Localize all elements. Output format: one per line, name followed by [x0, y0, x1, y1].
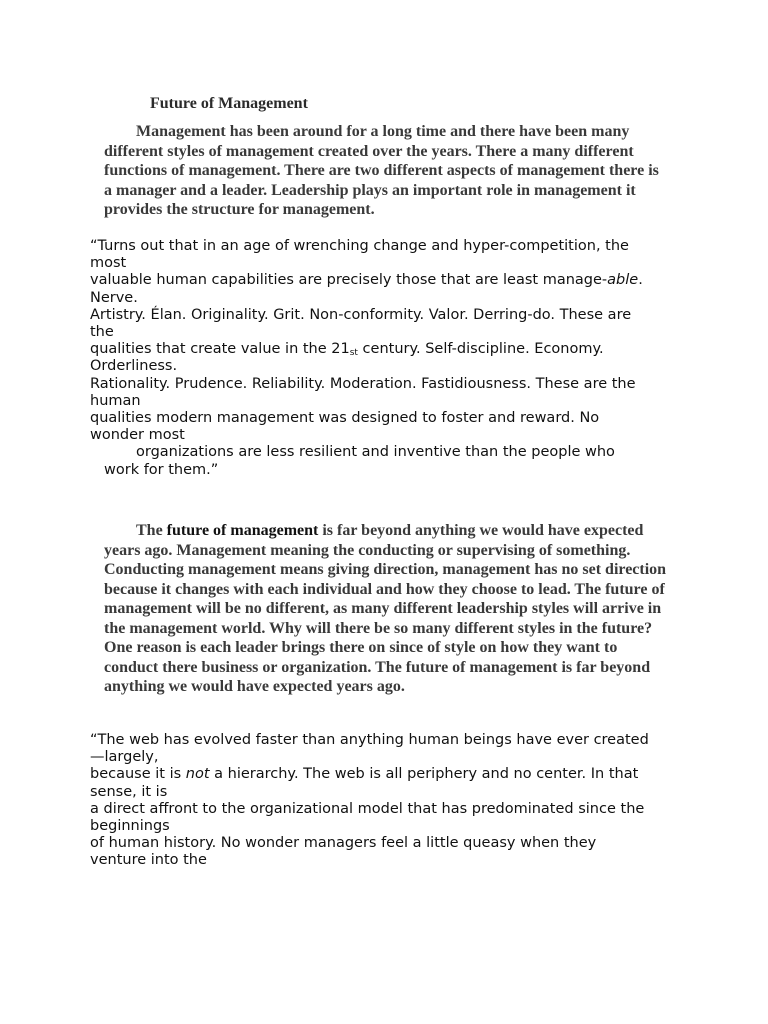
quote-line: wonder most [90, 427, 185, 444]
italic-emphasis: not [185, 766, 210, 783]
ordinal-suffix: st [349, 348, 358, 359]
quote-line: work for them.” [104, 461, 219, 478]
italic-emphasis: able [607, 272, 639, 289]
quote-line: organizations are less resilient and inventive than the people who [136, 444, 615, 461]
quote-block-2 [90, 732, 690, 870]
quote-line: “The web has evolved faster than anything human beings have ever created [90, 732, 649, 748]
quote-line: Rationality. Prudence. Reliability. Moderation. Fastidiousness. These are the [90, 375, 636, 392]
quote-line: qualities that create value in the $21_{st}$ century. Self-discipline. Economy. [90, 341, 604, 359]
quote-line: a direct affront to the organizational model that has predominated since the [90, 800, 645, 817]
quote-line: beginnings [90, 818, 170, 835]
body-paragraph: The future of management is far beyond anything we would have expected years ago. Management meaning the conducting or supervising of something. Conducting management means giving direction, management has no set direction because it changes with each individual and how they choose to lead. The future of management will be no different, as many different leadership styles will arrive in the management world. Why will there be so many different styles in the future? One reason is each leader brings there on since of style on how they want to conduct there business or organization. The future of management is far beyond anything we would have expected years ago. [104, 522, 667, 695]
intro-paragraph: Management has been around for a long time and there have been many different styles of management created over the years. There a many different functions of management. There are two different aspects of management there is a manager and a leader. Leadership plays an important role in management it provides the structure for management. [104, 123, 659, 218]
quote-line: most [90, 255, 127, 272]
quote-line: venture into the [90, 852, 207, 869]
quote-line: Orderliness. [90, 358, 178, 375]
quote-line: Nerve. [90, 289, 138, 306]
quote-line: “Turns out that in an age of wrenching change and hyper-competition, the [90, 238, 629, 254]
quote-line: human [90, 392, 141, 409]
quote-line: of human history. No wonder managers feel a little queasy when they [90, 835, 597, 852]
quote-line: because it is not a hierarchy. The web is all periphery and no center. In that [90, 766, 639, 783]
quote-line: sense, it is [90, 783, 168, 800]
quote-line: the [90, 324, 114, 341]
quote-line: qualities modern management was designed to foster and reward. No [90, 410, 600, 427]
quote-block-1 [90, 238, 690, 479]
quote-line: —largely, [90, 749, 159, 766]
document-title: Future of Management [150, 95, 308, 112]
quote-line: valuable human capabilities are precisely those that are least manage-able. [90, 272, 643, 289]
quote-line: Artistry. Élan. Originality. Grit. Non-conformity. Valor. Derring-do. These are [90, 306, 632, 323]
emphasis-phrase: future of management [166, 522, 319, 539]
